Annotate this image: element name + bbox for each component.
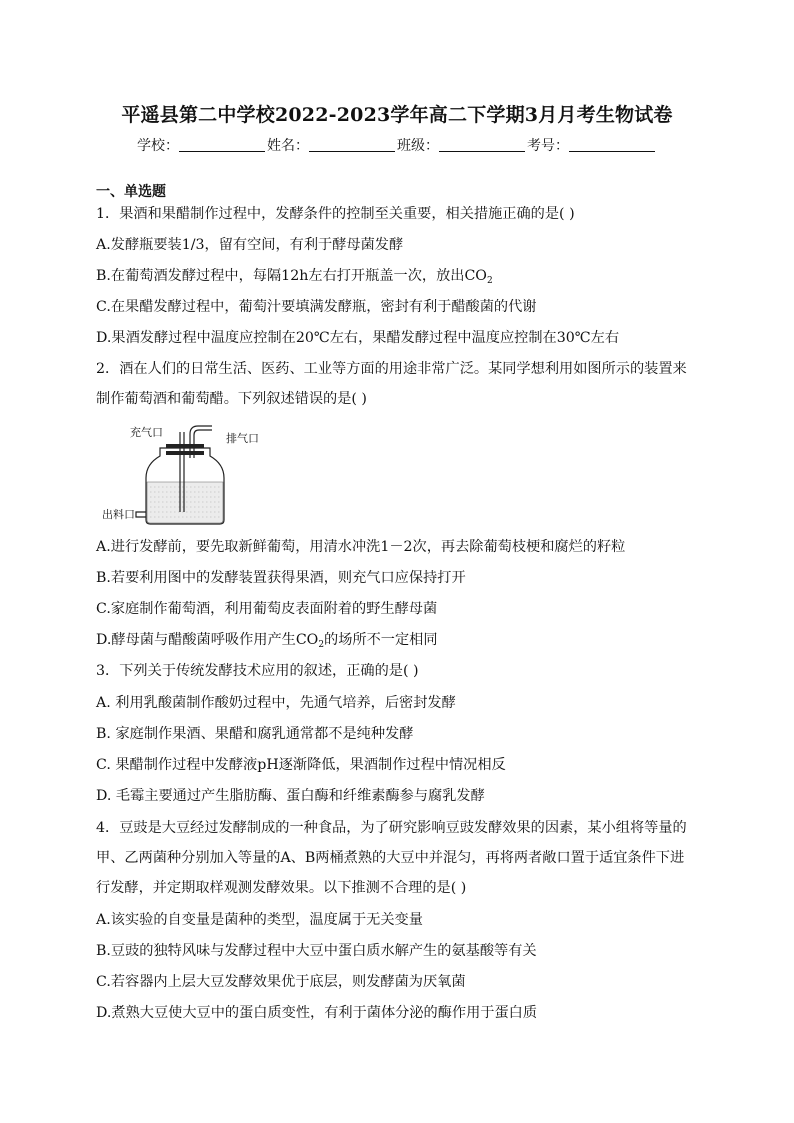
question-3-option-c: C. 果醋制作过程中发酵液pH逐渐降低，果酒制作过程中情况相反 xyxy=(96,757,506,773)
stopper-top xyxy=(166,444,204,448)
question-3-stem: 3．下列关于传统发酵技术应用的叙述，正确的是( ) xyxy=(96,663,419,679)
question-2-option-b: B.若要利用图中的发酵装置获得果酒，则充气口应保持打开 xyxy=(96,570,466,586)
q2-option-d-subscript: 2 xyxy=(318,640,325,650)
inlet-label: 充气口 xyxy=(130,426,163,439)
question-1-option-d: D.果酒发酵过程中温度应控制在20℃左右，果醋发酵过程中温度应控制在30℃左右 xyxy=(96,330,620,346)
exam-number-blank[interactable] xyxy=(569,151,655,152)
question-4-option-a: A.该实验的自变量是菌种的类型，温度属于无关变量 xyxy=(96,912,423,928)
exam-title: 平遥县第二中学校2022-2023学年高二下学期3月月考生物试卷 xyxy=(121,104,673,126)
question-3-option-d: D. 毛霉主要通过产生脂肪酶、蛋白酶和纤维素酶参与腐乳发酵 xyxy=(96,788,485,804)
question-1-option-a: A.发酵瓶要装1/3，留有空间，有利于酵母菌发酵 xyxy=(96,237,404,253)
q2-option-d-tail: 的场所不一定相同 xyxy=(324,632,438,648)
question-1-option-b xyxy=(96,267,493,290)
discharge-pipe xyxy=(136,512,146,517)
question-2-option-d xyxy=(96,631,438,654)
class-blank[interactable] xyxy=(439,151,525,152)
name-blank[interactable] xyxy=(309,151,395,152)
question-1-stem: 1．果酒和果醋制作过程中，发酵条件的控制至关重要，相关措施正确的是( ) xyxy=(96,206,575,222)
question-3-option-b: B. 家庭制作果酒、果醋和腐乳通常都不是纯种发酵 xyxy=(96,726,414,742)
class-label: 班级： xyxy=(397,138,439,154)
question-2-stem: 2．酒在人们的日常生活、医药、工业等方面的用途非常广泛。某同学想利用如图所示的装置来制作葡萄酒和葡萄醋。下列叙述错误的是( ) xyxy=(96,361,687,407)
stopper-bottom xyxy=(166,451,204,455)
question-4-option-d: D.煮熟大豆使大豆中的蛋白质变性，有利于菌体分泌的酶作用于蛋白质 xyxy=(96,1005,538,1021)
exam-number-label: 考号： xyxy=(527,138,569,154)
school-label: 学校： xyxy=(137,138,179,154)
outlet-label: 排气口 xyxy=(226,432,259,445)
discharge-label: 出料口 xyxy=(102,508,135,521)
question-2-option-a: A.进行发酵前，要先取新鲜葡萄，用清水冲洗1－2次，再去除葡萄枝梗和腐烂的籽粒 xyxy=(96,539,626,555)
question-2-option-c: C.家庭制作葡萄酒，利用葡萄皮表面附着的野生酵母菌 xyxy=(96,601,438,617)
fermentation-bottle-diagram xyxy=(100,420,290,530)
question-4-option-c: C.若容器内上层大豆发酵效果优于底层，则发酵菌为厌氧菌 xyxy=(96,974,466,990)
question-4-option-b: B.豆豉的独特风味与发酵过程中大豆中蛋白质水解产生的氨基酸等有关 xyxy=(96,943,537,959)
question-4-stem: 4．豆豉是大豆经过发酵制成的一种食品，为了研究影响豆豉发酵效果的因素，某小组将等量的甲、乙两菌种分别加入等量的A、B两桶煮熟的大豆中并混匀，再将两者敞口置于适宜条件下进行发酵，并定期取样观测发酵效果。以下推测不合理的是( ) xyxy=(96,820,687,896)
section-heading: 一、单选题 xyxy=(96,184,166,200)
question-3-option-a: A. 利用乳酸菌制作酸奶过程中，先通气培养，后密封发酵 xyxy=(96,695,456,711)
student-info-row xyxy=(0,135,794,155)
name-label: 姓名： xyxy=(267,138,309,154)
school-blank[interactable] xyxy=(179,151,265,152)
fermentation-apparatus-figure xyxy=(100,420,290,530)
q2-option-d-text: D.酵母菌与醋酸菌呼吸作用产生CO xyxy=(96,632,319,648)
question-1-option-c: C.在果醋发酵过程中，葡萄汁要填满发酵瓶，密封有利于醋酸菌的代谢 xyxy=(96,299,537,315)
q1-option-b-subscript: 2 xyxy=(486,276,493,286)
q1-option-b-text: B.在葡萄酒发酵过程中，每隔12h左右打开瓶盖一次，放出CO xyxy=(96,268,487,284)
